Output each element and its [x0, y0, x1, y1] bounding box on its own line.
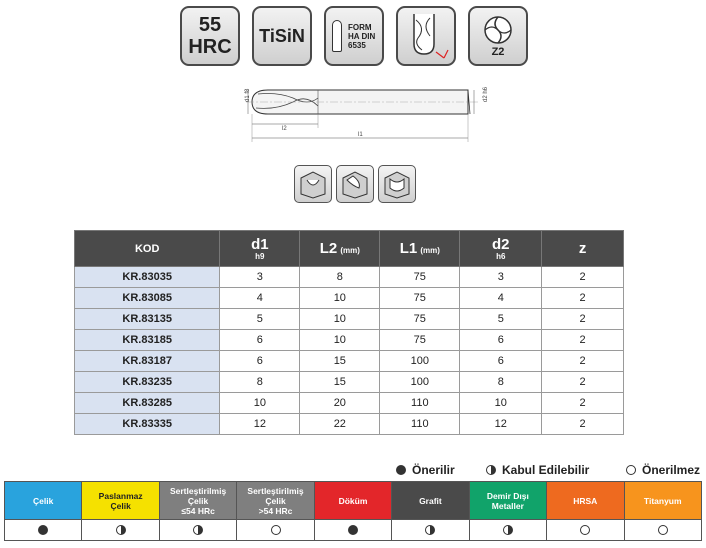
cell-kod: KR.83285 — [75, 393, 220, 414]
cell-z: 2 — [542, 288, 624, 309]
full-circle-icon — [348, 525, 358, 535]
shank-form-badge — [324, 6, 384, 66]
feature-badges — [180, 6, 530, 70]
table-row — [75, 372, 624, 393]
cell-l1: 75 — [380, 330, 460, 351]
material-label: Çelik — [33, 495, 54, 506]
cell-z: 2 — [542, 351, 624, 372]
cell-z: 2 — [542, 309, 624, 330]
cell-d1: 6 — [220, 351, 300, 372]
full-circle-icon — [38, 525, 48, 535]
cell-z: 2 — [542, 330, 624, 351]
material-label: Metaller — [491, 500, 524, 511]
material-cell — [5, 482, 82, 520]
coating-badge — [252, 6, 312, 66]
coating-label: TiSiN — [259, 25, 305, 46]
materials-rating-row — [5, 520, 702, 541]
legend-acceptable-label: Kabul Edilebilir — [502, 463, 590, 477]
tool-outline — [246, 90, 478, 114]
legend-not-recommended — [626, 463, 700, 477]
cell-l1: 75 — [380, 288, 460, 309]
cell-l2: 10 — [300, 288, 380, 309]
material-label: Çelik — [265, 495, 286, 506]
cell-d2: 6 — [460, 351, 542, 372]
material-label: Sertleştirilmiş — [169, 485, 227, 496]
l1-label: l1 — [358, 132, 363, 138]
cell-d2: 8 — [460, 372, 542, 393]
material-cell — [469, 482, 546, 520]
cell-z: 2 — [542, 393, 624, 414]
header-d2: d2 h6 — [460, 231, 542, 267]
cell-l2: 22 — [300, 414, 380, 435]
material-rating-cell — [547, 520, 624, 541]
cell-l1: 100 — [380, 351, 460, 372]
hardness-unit: HRC — [188, 36, 232, 58]
table-row — [75, 414, 624, 435]
hardness-value: 55 — [198, 14, 222, 36]
material-cell — [82, 482, 159, 520]
material-cell — [392, 482, 469, 520]
header-d1: d1 h9 — [220, 231, 300, 267]
material-label: >54 HRc — [258, 505, 293, 516]
half-circle-icon — [116, 525, 126, 535]
material-label: ≤54 HRc — [181, 505, 215, 516]
material-rating-cell — [469, 520, 546, 541]
legend-not-recommended-label: Önerilmez — [642, 463, 701, 477]
material-rating-cell — [392, 520, 469, 541]
cell-d1: 3 — [220, 267, 300, 288]
form-line-2: HA DIN — [348, 31, 376, 41]
cell-kod: KR.83035 — [75, 267, 220, 288]
cell-kod: KR.83335 — [75, 414, 220, 435]
l2-label: l2 — [282, 126, 287, 132]
tool-drawing — [238, 84, 498, 146]
header-l1: L1 (mm) — [380, 231, 460, 267]
cell-d1: 6 — [220, 330, 300, 351]
d2-label: d2 h6 — [483, 86, 489, 102]
cell-z: 2 — [542, 372, 624, 393]
table-row — [75, 330, 624, 351]
material-cell — [314, 482, 391, 520]
material-label: Titanyum — [643, 495, 682, 506]
material-label: Döküm — [338, 495, 368, 506]
cell-kod: KR.83187 — [75, 351, 220, 372]
spec-header-row — [75, 231, 624, 267]
slot-profile-icon — [294, 165, 332, 203]
empty-circle-icon — [580, 525, 590, 535]
cell-l2: 8 — [300, 267, 380, 288]
cell-kod: KR.83135 — [75, 309, 220, 330]
table-row — [75, 393, 624, 414]
cell-d1: 5 — [220, 309, 300, 330]
table-row — [75, 351, 624, 372]
ball-nose-badge — [396, 6, 456, 66]
table-row — [75, 309, 624, 330]
cell-l1: 110 — [380, 393, 460, 414]
table-row — [75, 288, 624, 309]
half-circle-icon — [193, 525, 203, 535]
half-circle-icon — [486, 465, 496, 475]
cell-l2: 10 — [300, 309, 380, 330]
materials-header-row — [5, 482, 702, 520]
full-circle-icon — [396, 465, 406, 475]
materials-table — [4, 481, 702, 541]
half-circle-icon — [425, 525, 435, 535]
form-line-3: 6535 — [348, 40, 366, 50]
material-label: Paslanmaz — [98, 490, 143, 501]
cell-z: 2 — [542, 267, 624, 288]
material-label: Grafit — [419, 495, 442, 506]
cell-d1: 12 — [220, 414, 300, 435]
legend-recommended-label: Önerilir — [412, 463, 455, 477]
form-line-1: FORM — [348, 22, 372, 32]
contour-profile-icon — [378, 165, 416, 203]
material-rating-cell — [624, 520, 702, 541]
empty-circle-icon — [658, 525, 668, 535]
material-cell — [237, 482, 314, 520]
material-rating-cell — [159, 520, 236, 541]
cell-d2: 12 — [460, 414, 542, 435]
cell-d2: 6 — [460, 330, 542, 351]
flutes-label: Z2 — [491, 46, 505, 58]
cell-l1: 75 — [380, 309, 460, 330]
cell-l2: 15 — [300, 351, 380, 372]
cell-kod: KR.83235 — [75, 372, 220, 393]
two-flute-icon — [482, 14, 514, 46]
cell-l2: 10 — [300, 330, 380, 351]
legend-recommended — [396, 463, 455, 477]
cell-d1: 8 — [220, 372, 300, 393]
cell-d2: 5 — [460, 309, 542, 330]
material-label: Çelik — [187, 495, 209, 506]
material-label: Çelik — [110, 500, 131, 511]
header-z: z — [542, 231, 624, 267]
cell-l1: 110 — [380, 414, 460, 435]
empty-circle-icon — [271, 525, 281, 535]
cell-l1: 75 — [380, 267, 460, 288]
hardness-badge — [180, 6, 240, 66]
cavity-profile-icon — [336, 165, 374, 203]
ball-nose-icon — [400, 10, 452, 62]
header-kod: KOD — [75, 231, 220, 267]
material-label: Sertleştirilmiş — [247, 485, 304, 496]
cell-d2: 3 — [460, 267, 542, 288]
cell-z: 2 — [542, 414, 624, 435]
material-rating-cell — [5, 520, 82, 541]
material-cell — [159, 482, 236, 520]
cell-kod: KR.83185 — [75, 330, 220, 351]
flutes-badge — [468, 6, 528, 66]
material-rating-cell — [237, 520, 314, 541]
cell-d1: 4 — [220, 288, 300, 309]
cell-l2: 15 — [300, 372, 380, 393]
empty-circle-icon — [626, 465, 636, 475]
header-l2: L2 (mm) — [300, 231, 380, 267]
cell-d2: 4 — [460, 288, 542, 309]
material-rating-cell — [314, 520, 391, 541]
cell-l1: 100 — [380, 372, 460, 393]
legend-acceptable — [486, 463, 589, 477]
cell-kod: KR.83085 — [75, 288, 220, 309]
d1-label: d1 f8 — [245, 88, 251, 102]
material-label: Demir Dışı — [486, 490, 529, 501]
cell-l2: 20 — [300, 393, 380, 414]
material-rating-cell — [82, 520, 159, 541]
material-label: HRSA — [573, 495, 598, 506]
half-circle-icon — [503, 525, 513, 535]
cell-d2: 10 — [460, 393, 542, 414]
material-cell — [547, 482, 624, 520]
spec-table — [74, 230, 624, 435]
shank-icon — [332, 20, 342, 52]
cell-d1: 10 — [220, 393, 300, 414]
table-row — [75, 267, 624, 288]
material-cell — [624, 482, 702, 520]
